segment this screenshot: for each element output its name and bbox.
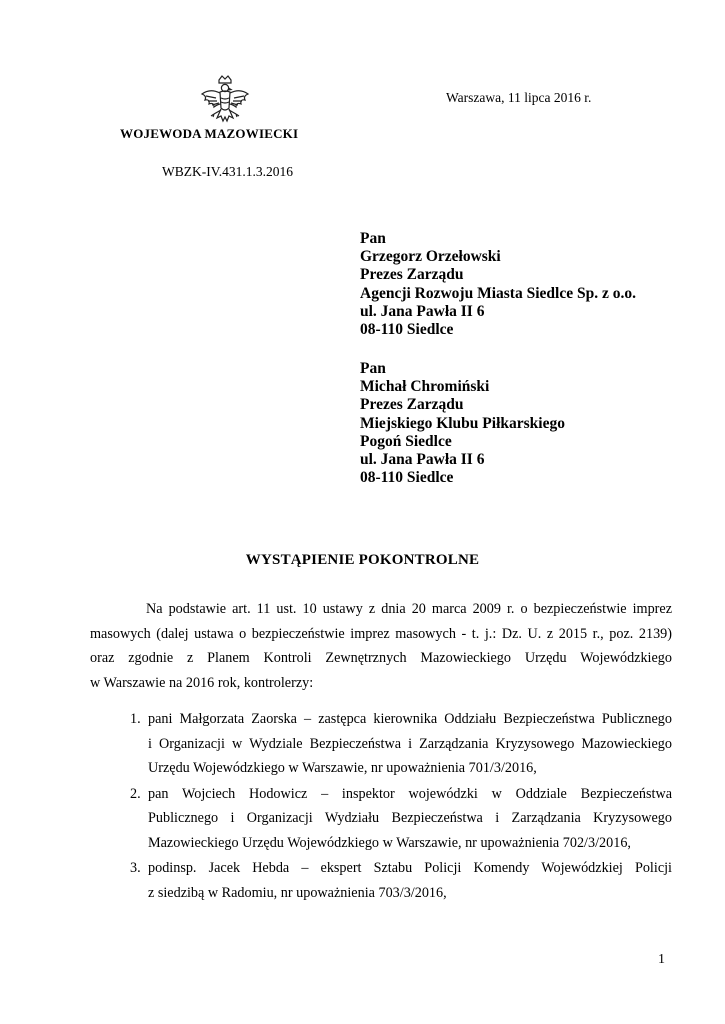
list-line: Urzędu Wojewódzkiego w Warszawie, nr upoważnienia 701/3/2016, (148, 760, 537, 776)
addressee-block-1 (360, 230, 636, 339)
reference-number: WBZK-IV.431.1.3.2016 (162, 164, 293, 179)
addressee-line: Pan (360, 230, 386, 247)
addressee-block-2 (360, 360, 565, 487)
addressee-line: Michał Chromiński (360, 378, 490, 396)
list-line: i Organizacji w Wydziale Bezpieczeństwa i Zarządzania Kryzysowego Mazowieckiego (148, 735, 672, 752)
addressee-line: 08-110 Siedlce (360, 469, 454, 487)
document-date: Warszawa, 11 lipca 2016 r. (446, 90, 592, 105)
list-number: 2. (130, 785, 141, 802)
paragraph-line: masowych (dalej ustawa o bezpieczeństwie imprez masowych - t. j.: Dz. U. z 2015 r., poz. 2139) (90, 625, 672, 642)
list-line: Mazowieckiego Urzędu Wojewódzkiego w Warszawie, nr upoważnienia 702/3/2016, (148, 834, 631, 851)
polish-eagle-emblem-icon (198, 74, 252, 132)
list-line: Publicznego i Organizacji Wydziału Bezpieczeństwa i Zarządzania Kryzysowego (148, 810, 672, 826)
document-title: WYSTĄPIENIE POKONTROLNE (245, 552, 480, 568)
addressee-line: Agencji Rozwoju Miasta Siedlce Sp. z o.o. (360, 284, 636, 302)
addressee-line: Pogoń Siedlce (360, 432, 452, 450)
paragraph-line: w Warszawie na 2016 rok, kontrolerzy: (90, 674, 314, 691)
list-line: z siedzibą w Radomiu, nr upoważnienia 703/3/2016, (148, 884, 447, 901)
list-number: 3. (130, 860, 141, 876)
inspectors-list (90, 707, 672, 906)
list-item (90, 707, 672, 781)
list-item (90, 782, 672, 856)
list-number: 1. (130, 711, 141, 727)
page-number: 1 (658, 952, 665, 967)
addressee-line: Pan (360, 360, 386, 377)
addressee-line: ul. Jana Pawła II 6 (360, 302, 485, 320)
list-line: pani Małgorzata Zaorska – zastępca kierownika Oddziału Bezpieczeństwa Publicznego (148, 711, 672, 727)
list-item (90, 856, 672, 905)
addressee-line: Miejskiego Klubu Piłkarskiego (360, 414, 565, 432)
addressee-line: 08-110 Siedlce (360, 321, 454, 339)
addressee-line: Prezes Zarządu (360, 266, 464, 284)
paragraph-line: oraz zgodnie z Planem Kontroli Zewnętrznych Mazowieckiego Urzędu Wojewódzkiego (90, 650, 672, 666)
intro-paragraph (90, 597, 672, 695)
authority-name: WOJEWODA MAZOWIECKI (120, 126, 299, 141)
addressee-line: Prezes Zarządu (360, 396, 464, 414)
addressee-line: Grzegorz Orzełowski (360, 248, 501, 266)
paragraph-line: Na podstawie art. 11 ust. 10 ustawy z dnia 20 marca 2009 r. o bezpieczeństwie imprez (146, 601, 672, 617)
list-line: pan Wojciech Hodowicz – inspektor wojewódzki w Oddziale Bezpieczeństwa (148, 785, 672, 802)
addressee-line: ul. Jana Pawła II 6 (360, 451, 485, 469)
list-line: podinsp. Jacek Hebda – ekspert Sztabu Policji Komendy Wojewódzkiej Policji (148, 860, 672, 876)
